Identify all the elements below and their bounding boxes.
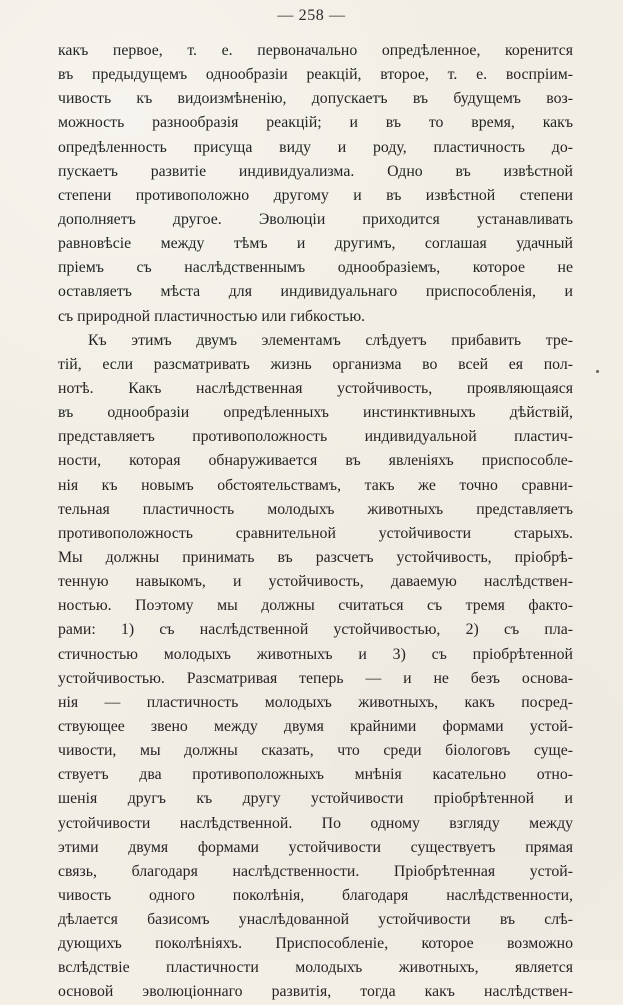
text-line: этими двумя формами устойчивости существуетъ прямая (58, 838, 573, 856)
text-line: устойчивости наслѣдственной. По одному взгляду между (58, 814, 573, 832)
page-number: — 258 — (277, 7, 346, 24)
text-line: равновѣсіе между тѣмъ и другимъ, соглашая удачный (58, 235, 573, 253)
text-line: противоположность сравнительной устойчивости старыхъ. (58, 524, 573, 542)
text-line: опредѣленность присуща виду и роду, пластичность до- (58, 138, 573, 156)
text-line: дующихъ поколѣніяхъ. Приспособленіе, которое возможно (58, 935, 573, 953)
text-line: вслѣдствіе пластичности молодыхъ животныхъ, является (58, 959, 573, 977)
text-line: оставляетъ мѣста для индивидуальнаго приспособленія, и (58, 283, 573, 301)
text-line: чивости, мы должны сказать, что среди біологовъ суще- (58, 742, 573, 760)
text-line: устойчивостью. Разсматривая теперь — и не безъ основа- (58, 669, 573, 687)
text-line: основой эволюціоннаго развитія, тогда какъ наслѣдствен- (58, 983, 573, 1001)
text-line: тій, если разсматривать жизнь организма во всей ея пол- (58, 355, 573, 373)
text-line: дополняетъ другое. Эволюціи приходится устанавливать (58, 210, 573, 228)
body-text (58, 39, 573, 1005)
text-line: какъ первое, т. е. первоначально опредѣленное, коренится (58, 42, 573, 59)
ink-speck (596, 370, 599, 373)
text-line: можность разнообразія реакцій; и въ то время, какъ (58, 114, 573, 132)
text-line: пріемъ съ наслѣдственнымъ однообразіемъ, которое не (58, 259, 573, 277)
text-line: ствующее звено между двумя крайними формами устой- (58, 717, 573, 735)
text-line: ностью. Поэтому мы должны считаться съ тремя факто- (58, 597, 573, 615)
text-line: степени противоположно другому и въ извѣстной степени (58, 186, 573, 204)
text-line: въ однообразіи опредѣленныхъ инстинктивныхъ дѣйствій, (58, 404, 573, 422)
paragraph-start-line: Къ этимъ двумъ элементамъ слѣдуетъ прибавить тре- (88, 331, 573, 349)
text-line: связь, благодаря наслѣдственности. Пріобрѣтенная устой- (58, 862, 573, 880)
text-line: чивость одного поколѣнія, благодаря наслѣдственности, (58, 886, 573, 904)
text-line: представляетъ противоположность индивидуальной пластич- (58, 428, 573, 446)
text-line: чивость къ видоизмѣненію, допускаетъ въ будущемъ воз- (58, 90, 573, 108)
text-line: рами: 1) съ наслѣдственной устойчивостью, 2) съ пла- (58, 621, 573, 639)
text-line: стичностью молодыхъ животныхъ и 3) съ пріобрѣтенной (58, 645, 573, 663)
text-line: ствуетъ два противоположныхъ мнѣнія касательно отно- (58, 766, 573, 784)
text-line: нія къ новымъ обстоятельствамъ, такъ же точно сравни- (58, 476, 573, 494)
text-line: въ предыдущемъ однообразіи реакцій, второе, т. е. воспріим- (58, 66, 573, 84)
text-line: шенія другъ къ другу устойчивости пріобрѣтенной и (58, 790, 573, 808)
paragraph-end-line: съ природной пластичностью или гибкостью. (58, 307, 366, 325)
text-line: ности, которая обнаруживается въ явленіяхъ приспособле- (58, 452, 573, 470)
text-line: тельная пластичность молодыхъ животныхъ представляетъ (58, 500, 573, 518)
text-line: нотѣ. Какъ наслѣдственная устойчивость, проявляющаяся (58, 379, 573, 397)
text-line: Мы должны принимать въ разсчетъ устойчивость, пріобрѣ- (58, 548, 573, 566)
text-line: пускаетъ развитіе индивидуализма. Одно въ извѣстной (58, 162, 573, 180)
text-line: тенную навыкомъ, и устойчивость, даваемую наслѣдствен- (58, 573, 573, 591)
text-line: нія — пластичность молодыхъ животныхъ, какъ посред- (58, 693, 573, 711)
text-line: дѣлается базисомъ унаслѣдованной устойчивости въ слѣ- (58, 911, 573, 929)
